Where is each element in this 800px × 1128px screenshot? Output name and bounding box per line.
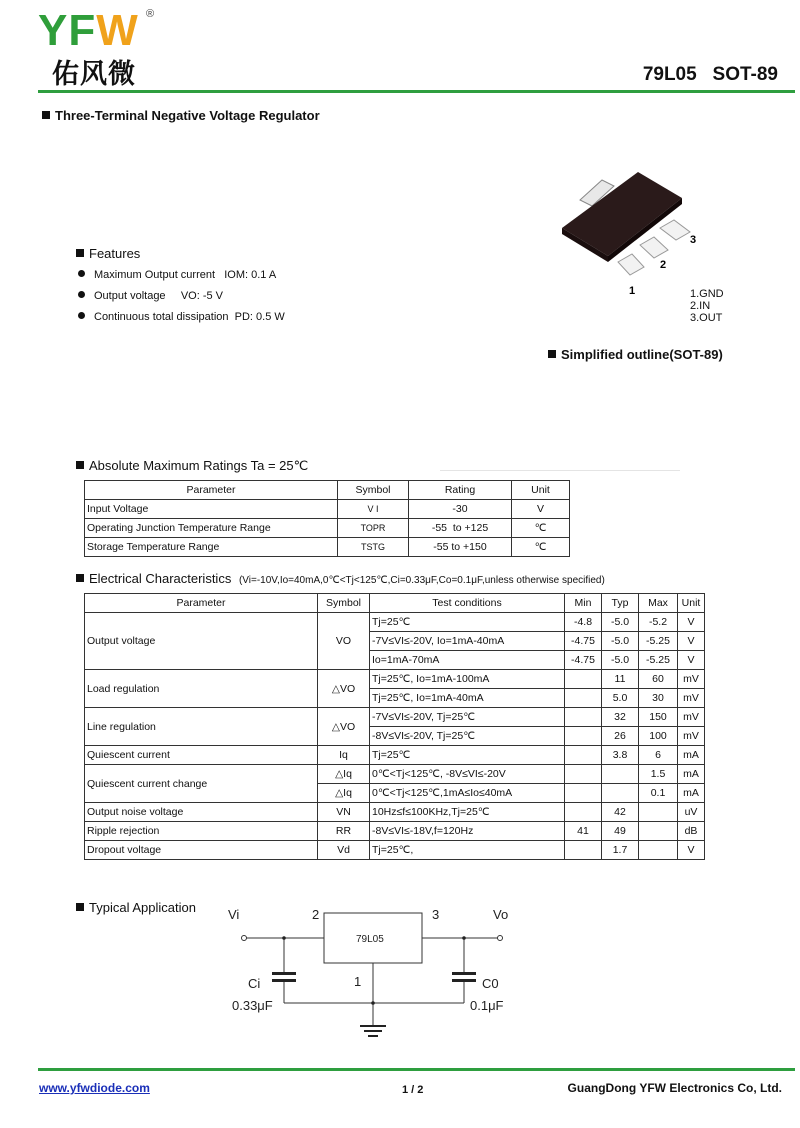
cap-plate bbox=[272, 979, 296, 982]
feature-item bbox=[78, 269, 276, 281]
min-cell: -4.8 bbox=[565, 613, 602, 632]
elec-conditions: (Vi=-10V,Io=40mA,0℃<Tj<125℃,Ci=0.33μF,Co=0.1μF,unless otherwise specified) bbox=[238, 575, 605, 586]
pin-number-3: 3 bbox=[690, 234, 697, 246]
ic-label: 79L05 bbox=[356, 934, 384, 945]
ci-label: Ci bbox=[248, 976, 261, 991]
vo-label: Vo bbox=[493, 907, 509, 922]
registered-mark: ® bbox=[146, 8, 155, 20]
param-cell: Load regulation bbox=[85, 670, 318, 708]
subtitle bbox=[42, 108, 320, 123]
pin-label: 3.OUT bbox=[690, 312, 723, 324]
elec-heading bbox=[76, 571, 605, 586]
symbol-cell: Iq bbox=[318, 746, 370, 765]
typ-cell bbox=[602, 784, 639, 803]
param-cell: Output voltage bbox=[85, 613, 318, 670]
max-cell bbox=[639, 803, 678, 822]
elec-table bbox=[84, 593, 705, 860]
table-row bbox=[85, 746, 705, 765]
unit-cell: mA bbox=[678, 765, 705, 784]
pin3-label: 3 bbox=[432, 907, 440, 922]
col-header: Unit bbox=[678, 594, 705, 613]
col-header: Parameter bbox=[85, 481, 338, 500]
table-row bbox=[85, 670, 705, 689]
unit-cell: V bbox=[678, 613, 705, 632]
table-row bbox=[85, 538, 570, 557]
elec-heading-text: Electrical Characteristics bbox=[89, 571, 232, 586]
typ-cell: 1.7 bbox=[602, 841, 639, 860]
cell: -55 to +125 bbox=[409, 519, 512, 538]
col-header: Min bbox=[565, 594, 602, 613]
max-cell: -5.25 bbox=[639, 651, 678, 670]
cell: -30 bbox=[409, 500, 512, 519]
col-header: Rating bbox=[409, 481, 512, 500]
typ-cell bbox=[602, 765, 639, 784]
min-cell bbox=[565, 689, 602, 708]
unit-cell: mV bbox=[678, 689, 705, 708]
feature-text: Maximum Output current IOM: 0.1 A bbox=[94, 269, 277, 281]
logo-letter-w: W bbox=[96, 6, 139, 55]
condition-cell: 0℃<Tj<125℃,1mA≤Io≤40mA bbox=[370, 784, 565, 803]
max-cell: 0.1 bbox=[639, 784, 678, 803]
table-row bbox=[85, 519, 570, 538]
unit-cell: V bbox=[678, 841, 705, 860]
footer-rule bbox=[38, 1068, 795, 1071]
bullet-square-icon bbox=[548, 350, 556, 358]
ground-icon bbox=[364, 1030, 382, 1032]
logo-chinese: 佑风微 bbox=[52, 59, 136, 90]
min-cell bbox=[565, 841, 602, 860]
typ-cell: 26 bbox=[602, 727, 639, 746]
max-cell: 6 bbox=[639, 746, 678, 765]
condition-cell: Tj=25℃, Io=1mA-100mA bbox=[370, 670, 565, 689]
max-cell: 1.5 bbox=[639, 765, 678, 784]
ci-value: 0.33μF bbox=[232, 998, 273, 1013]
condition-cell: Tj=25℃, bbox=[370, 841, 565, 860]
cell: TOPR bbox=[338, 519, 409, 538]
symbol-cell: VN bbox=[318, 803, 370, 822]
max-cell bbox=[639, 841, 678, 860]
typ-cell: 49 bbox=[602, 822, 639, 841]
page-number: 1 / 2 bbox=[402, 1084, 424, 1096]
unit-cell: mV bbox=[678, 670, 705, 689]
max-cell: 100 bbox=[639, 727, 678, 746]
typ-cell: 42 bbox=[602, 803, 639, 822]
col-header: Symbol bbox=[338, 481, 409, 500]
condition-cell: -7V≤VI≤-20V, Io=1mA-40mA bbox=[370, 632, 565, 651]
unit-cell: mV bbox=[678, 727, 705, 746]
table-row bbox=[85, 803, 705, 822]
elec-table-body bbox=[85, 613, 705, 860]
cell: TSTG bbox=[338, 538, 409, 557]
bullet-square-icon bbox=[42, 111, 50, 119]
cell: V I bbox=[338, 500, 409, 519]
bullet-dot-icon bbox=[78, 270, 85, 277]
bullet-square-icon bbox=[76, 249, 84, 257]
co-label: C0 bbox=[482, 976, 499, 991]
co-value: 0.1μF bbox=[470, 998, 504, 1013]
cell: -55 to +150 bbox=[409, 538, 512, 557]
col-header: Unit bbox=[512, 481, 570, 500]
table-row bbox=[85, 613, 705, 632]
website-link[interactable]: www.yfwdiode.com bbox=[39, 1081, 150, 1095]
pin-3 bbox=[660, 220, 690, 240]
condition-cell: Tj=25℃, Io=1mA-40mA bbox=[370, 689, 565, 708]
features-heading bbox=[76, 246, 140, 261]
bullet-dot-icon bbox=[78, 312, 85, 319]
condition-cell: -7V≤VI≤-20V, Tj=25℃ bbox=[370, 708, 565, 727]
symbol-cell: RR bbox=[318, 822, 370, 841]
bullet-dot-icon bbox=[78, 291, 85, 298]
max-cell: -5.25 bbox=[639, 632, 678, 651]
min-cell bbox=[565, 708, 602, 727]
bullet-square-icon bbox=[76, 903, 84, 911]
table-row bbox=[85, 841, 705, 860]
condition-cell: -8V≤VI≤-20V, Tj=25℃ bbox=[370, 727, 565, 746]
typ-cell: 32 bbox=[602, 708, 639, 727]
condition-cell: -8V≤VI≤-18V,f=120Hz bbox=[370, 822, 565, 841]
cap-plate bbox=[452, 972, 476, 975]
pin1-label: 1 bbox=[354, 974, 362, 989]
typ-cell: 11 bbox=[602, 670, 639, 689]
pin-1 bbox=[618, 254, 644, 275]
cell: ℃ bbox=[512, 538, 570, 557]
typ-cell: -5.0 bbox=[602, 632, 639, 651]
feature-text: Output voltage VO: -5 V bbox=[94, 290, 224, 302]
logo-letter-y: Y bbox=[38, 6, 69, 55]
features-heading-text: Features bbox=[89, 246, 141, 261]
cap-plate bbox=[452, 979, 476, 982]
condition-cell: 0℃<Tj<125℃, -8V≤VI≤-20V bbox=[370, 765, 565, 784]
condition-cell: Tj=25℃ bbox=[370, 746, 565, 765]
unit-cell: mA bbox=[678, 746, 705, 765]
col-header: Typ bbox=[602, 594, 639, 613]
typ-cell: -5.0 bbox=[602, 613, 639, 632]
min-cell: -4.75 bbox=[565, 632, 602, 651]
bullet-square-icon bbox=[76, 461, 84, 469]
param-cell: Ripple rejection bbox=[85, 822, 318, 841]
abs-max-table bbox=[84, 480, 570, 557]
logo-wordmark bbox=[38, 6, 139, 56]
param-cell: Line regulation bbox=[85, 708, 318, 746]
junction-dot bbox=[462, 936, 466, 940]
abs-max-heading bbox=[76, 458, 308, 474]
application-circuit bbox=[220, 900, 520, 1050]
min-cell: -4.75 bbox=[565, 651, 602, 670]
col-header: Symbol bbox=[318, 594, 370, 613]
company-name: GuangDong YFW Electronics Co, Ltd. bbox=[567, 1081, 782, 1095]
table-header-row bbox=[85, 594, 705, 613]
min-cell bbox=[565, 670, 602, 689]
param-cell: Quiescent current bbox=[85, 746, 318, 765]
col-header: Test conditions bbox=[370, 594, 565, 613]
unit-cell: uV bbox=[678, 803, 705, 822]
bullet-square-icon bbox=[76, 574, 84, 582]
unit-cell: V bbox=[678, 651, 705, 670]
sot89-package-drawing bbox=[550, 150, 730, 300]
max-cell: 30 bbox=[639, 689, 678, 708]
unit-cell: mA bbox=[678, 784, 705, 803]
condition-cell: 10Hz≤f≤100KHz,Tj=25℃ bbox=[370, 803, 565, 822]
min-cell bbox=[565, 784, 602, 803]
vi-label: Vi bbox=[228, 907, 240, 922]
min-cell bbox=[565, 803, 602, 822]
pin-label: 2.IN bbox=[690, 300, 711, 312]
table-row bbox=[85, 822, 705, 841]
table-row bbox=[85, 500, 570, 519]
unit-cell: mV bbox=[678, 708, 705, 727]
min-cell: 41 bbox=[565, 822, 602, 841]
part-title: 79L05 SOT-89 bbox=[642, 64, 778, 85]
max-cell: -5.2 bbox=[639, 613, 678, 632]
pin2-label: 2 bbox=[312, 907, 320, 922]
table-row bbox=[85, 765, 705, 784]
min-cell bbox=[565, 727, 602, 746]
min-cell bbox=[565, 765, 602, 784]
cell: Operating Junction Temperature Range bbox=[85, 519, 338, 538]
max-cell bbox=[639, 822, 678, 841]
min-cell bbox=[565, 746, 602, 765]
unit-cell: V bbox=[678, 632, 705, 651]
max-cell: 60 bbox=[639, 670, 678, 689]
junction-dot bbox=[371, 1001, 375, 1005]
pin-number-1: 1 bbox=[629, 285, 636, 297]
col-header: Parameter bbox=[85, 594, 318, 613]
col-header: Max bbox=[639, 594, 678, 613]
junction-dot bbox=[282, 936, 286, 940]
condition-cell: Io=1mA-70mA bbox=[370, 651, 565, 670]
faint-divider bbox=[440, 470, 680, 471]
symbol-cell: Vd bbox=[318, 841, 370, 860]
typ-cell: 5.0 bbox=[602, 689, 639, 708]
table-header-row bbox=[85, 481, 570, 500]
subtitle-text: Three-Terminal Negative Voltage Regulator bbox=[55, 108, 320, 123]
typ-cell: -5.0 bbox=[602, 651, 639, 670]
typ-cell: 3.8 bbox=[602, 746, 639, 765]
output-terminal bbox=[498, 936, 503, 941]
package-caption bbox=[548, 347, 723, 362]
param-cell: Quiescent current change bbox=[85, 765, 318, 803]
package-caption-text: Simplified outline(SOT-89) bbox=[561, 347, 723, 362]
table-row bbox=[85, 708, 705, 727]
cell: Storage Temperature Range bbox=[85, 538, 338, 557]
ground-icon bbox=[368, 1035, 378, 1037]
symbol-cell: △VO bbox=[318, 708, 370, 746]
cell: Input Voltage bbox=[85, 500, 338, 519]
max-cell: 150 bbox=[639, 708, 678, 727]
application-heading bbox=[76, 900, 196, 915]
param-cell: Output noise voltage bbox=[85, 803, 318, 822]
cell: ℃ bbox=[512, 519, 570, 538]
pin-2 bbox=[640, 237, 668, 258]
header-rule bbox=[38, 90, 795, 93]
pin-label: 1.GND bbox=[690, 288, 724, 300]
input-terminal bbox=[242, 936, 247, 941]
condition-cell: Tj=25℃ bbox=[370, 613, 565, 632]
symbol-cell: △Iq bbox=[318, 784, 370, 803]
application-heading-text: Typical Application bbox=[89, 900, 196, 915]
feature-text: Continuous total dissipation PD: 0.5 W bbox=[94, 311, 285, 323]
pin-legend bbox=[690, 288, 724, 324]
feature-item bbox=[78, 290, 223, 302]
logo-letter-f: F bbox=[68, 6, 97, 55]
symbol-cell: VO bbox=[318, 613, 370, 670]
cap-plate bbox=[272, 972, 296, 975]
symbol-cell: △VO bbox=[318, 670, 370, 708]
feature-item bbox=[78, 311, 285, 323]
symbol-cell: △Iq bbox=[318, 765, 370, 784]
pin-number-2: 2 bbox=[660, 259, 667, 271]
cell: V bbox=[512, 500, 570, 519]
ground-icon bbox=[360, 1025, 386, 1027]
unit-cell: dB bbox=[678, 822, 705, 841]
abs-max-heading-text: Absolute Maximum Ratings Ta = 25℃ bbox=[89, 458, 309, 473]
param-cell: Dropout voltage bbox=[85, 841, 318, 860]
